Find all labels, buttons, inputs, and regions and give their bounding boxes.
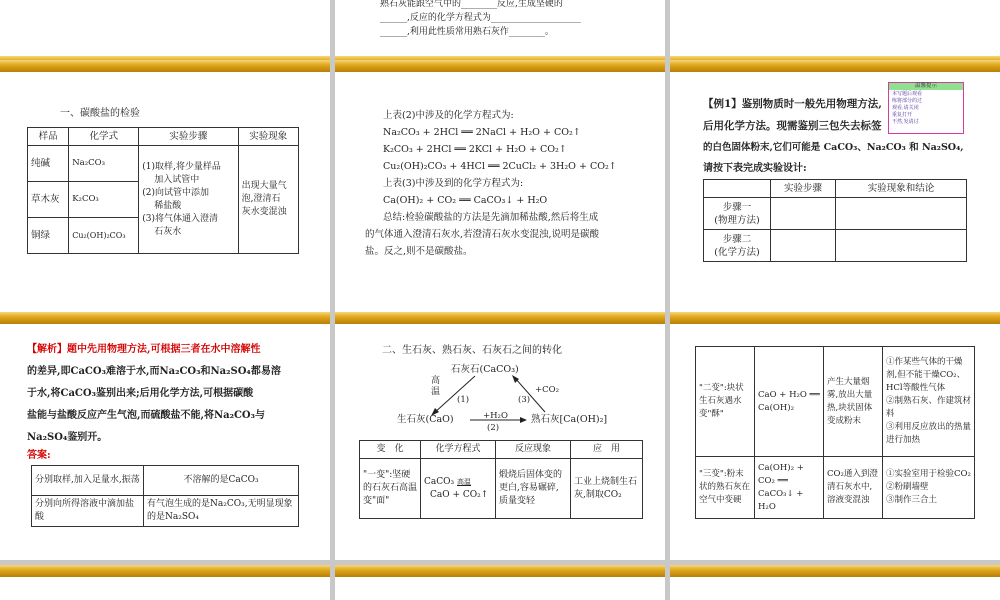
answer-label: 答案: [27,450,51,461]
blank-cell [836,230,967,262]
analysis-line: Na₂SO₄鉴别开。 [27,432,108,443]
analysis-line: 的差异,即CaCO₃难溶于水,而Na₂CO₃和Na₂SO₄都易溶 [27,366,281,377]
application-cell: ①作某些气体的干燥剂,但不能干燥CO₂、HCl等酸性气体 ②制熟石灰、作建筑材料 ③利用反应放出的热量进行加热 [883,347,975,457]
label-step-2: (2) [487,423,500,433]
slide-analysis [0,312,330,560]
th-phenomenon: 实验现象 [238,128,298,146]
sample-formula: K₂CO₃ [69,182,139,218]
eq-line: Ca(OH)₂ + CO₂ ══ CaCO₃↓ + H₂O [383,195,548,206]
application-cell: ①实验室用于检验CO₂ ②粉刷墙壁 ③制作三合土 [883,457,975,519]
gold-bar [0,60,330,72]
summary-line: 的气体通入澄清石灰水,若澄清石灰水变混浊,说明是碳酸 [365,229,600,240]
th-equation: 化学方程式 [421,441,496,459]
analysis-line: 【解析】题中先用物理方法,可根据三者在水中溶解性 [27,344,261,355]
label-step-1: (1) [457,395,470,405]
slide-bottom-right [670,565,1000,600]
th-phenomenon: 反应现象 [496,441,571,459]
sample-name: 铜绿 [28,218,69,254]
tip-note: 温馨提示 本写题后观看 练将部分的过 观看,请关闭 重复打开 不然,发请讨 [888,82,964,134]
phenomenon-cell: 出现大量气 泡,澄清石 灰水变混浊 [238,146,298,254]
change-cell: "一变":坚硬的石灰石高温变"面" [360,459,421,519]
s3-line1: 熟石灰能跟空气中的________反应,生成坚硬的 [380,0,563,9]
sample-formula: Na₂CO₃ [69,146,139,182]
phenomenon-cell: 煅烧后固体变的更白,容易碾碎,质量变轻 [496,459,571,519]
label-high-temp: 高温 [431,376,441,397]
node-slaked-lime: 熟石灰[Ca(OH)₂] [531,414,608,425]
example-text: 请按下表完成实验设计: [703,163,807,174]
th-formula: 化学式 [69,128,139,146]
slide-example-1 [670,60,1000,312]
phenomenon-cell: CO₂通入到澄清石灰水中,溶液变混浊 [824,457,883,519]
step-label: 步骤一 (物理方法) [704,198,771,230]
blank-cell [771,230,836,262]
slide-lime-table-continued [670,312,1000,560]
gold-bar [335,60,665,72]
change-cell: "二变":块状生石灰遇水变"酥" [696,347,755,457]
gold-bar [0,565,330,577]
slide-bottom-left [0,565,330,600]
equation-cell: CaO + H₂O ══ Ca(OH)₂ [755,347,824,457]
conversion-table [359,440,643,519]
slide-lime-conversion [335,312,665,560]
blank-cell [836,198,967,230]
equation-cell: CaCO₃ 高温 CaO + CO₂↑ [421,459,496,519]
answer-table [31,465,299,527]
th-result: 实验现象和结论 [836,180,967,198]
step-label: 步骤二 (化学方法) [704,230,771,262]
sample-name: 纯碱 [28,146,69,182]
gold-bar [670,565,1000,577]
label-h2o: +H₂O [483,411,508,421]
eq-intro: 上表(2)中涉及的化学方程式为: [383,110,514,121]
section-title: 二、生石灰、熟石灰、石灰石之间的转化 [382,345,562,356]
th-sample: 样品 [28,128,69,146]
th-empty [704,180,771,198]
th-steps: 实验步骤 [139,128,238,146]
analysis-line: 于水,将CaCO₃鉴别出来;后用化学方法,可根据碳酸 [27,388,254,399]
example-text: 后用化学方法。现需鉴别三包失去标签 [703,120,882,132]
section-title: 一、碳酸盐的检验 [60,108,140,119]
change-cell: "三变":粉末状的熟石灰在空气中变硬 [696,457,755,519]
th-application: 应 用 [571,441,643,459]
phenomenon-cell: 产生大量烟雾,放出大量热,块状固体变成粉末 [824,347,883,457]
summary-line: 总结:检验碳酸盐的方法是先滴加稀盐酸,然后将生成 [383,212,599,223]
example-text: 的白色固体粉末,它们可能是 CaCO₃、Na₂CO₃ 和 Na₂SO₄, [703,142,964,153]
blank-cell [771,198,836,230]
equation-cell: Ca(OH)₂ + CO₂ ══ CaCO₃↓ + H₂O [755,457,824,519]
slide-equations [335,60,665,312]
sample-name: 草木灰 [28,182,69,218]
eq-line: K₂CO₃ + 2HCl ══ 2KCl + H₂O + CO₂↑ [383,144,567,155]
answer-result: 有气泡生成的是Na₂CO₃,无明显现象的是Na₂SO₄ [144,496,299,527]
analysis-line: 盐能与盐酸反应产生气泡,而硫酸盐不能,将Na₂CO₃与 [27,410,266,421]
gold-bar [0,312,330,324]
label-step-3: (3) [518,395,531,405]
node-limestone: 石灰石(CaCO₃) [451,364,519,375]
th-change: 变 化 [360,441,421,459]
summary-line: 盐。反之,则不是碳酸盐。 [365,246,473,257]
application-cell: 工业上烧制生石灰,制取CO₂ [571,459,643,519]
eq-intro: 上表(3)中涉及到的化学方程式为: [383,178,524,189]
slide-bottom-middle [335,565,665,600]
s3-line2: ______,反应的化学方程式为____________________ [380,13,581,23]
eq-line: Cu₂(OH)₂CO₃ + 4HCl ══ 2CuCl₂ + 3H₂O + CO₂↑ [383,161,617,172]
gold-bar [670,312,1000,324]
gold-bar [670,60,1000,72]
answer-step: 分别取样,加入足量水,振荡 [32,466,144,496]
example-text: 【例1】鉴别物质时一般先用物理方法, [703,98,882,110]
slide-carbonate-test [0,60,330,312]
th-step: 实验步骤 [771,180,836,198]
steps-cell: (1)取样,将少量样品 加入试管中 (2)向试管中添加 稀盐酸 (3)将气体通入澄清 石灰水 [139,146,238,254]
gold-bar [335,565,665,577]
node-quicklime: 生石灰(CaO) [397,414,454,425]
continued-table [695,346,975,519]
answer-step: 分别向所得溶液中滴加盐酸 [32,496,144,527]
answer-result: 不溶解的是CaCO₃ [144,466,299,496]
carbonate-table [27,127,299,254]
design-table [703,179,967,262]
label-co2: +CO₂ [535,385,560,395]
s3-line3: ______,利用此性质常用熟石灰作________。 [380,27,554,37]
eq-line: Na₂CO₃ + 2HCl ══ 2NaCl + H₂O + CO₂↑ [383,127,581,138]
sample-formula: Cu₂(OH)₂CO₃ [69,218,139,254]
